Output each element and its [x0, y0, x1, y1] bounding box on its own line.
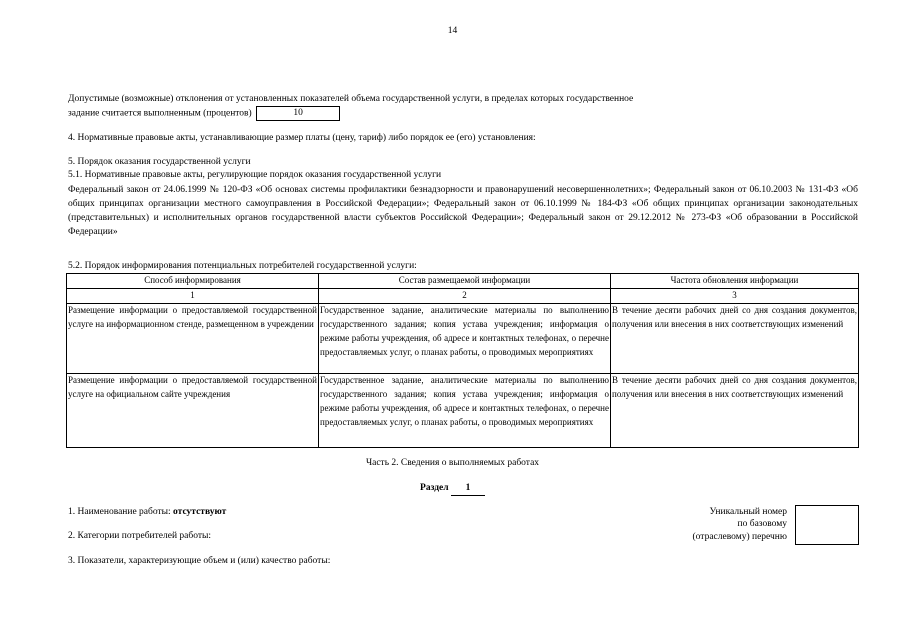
- work-name-label: 1. Наименование работы:: [68, 507, 171, 517]
- table-cell: Государственное задание, аналитические материалы по выполнению государственного задания; копия устава учреждения; информация о режиме работы учреждения, об адресе и контактных телефонах, о перечне предоставляемых услуг, о планах работы, о проводимых мероприятиях: [319, 373, 611, 447]
- table-row: [67, 373, 859, 447]
- unique-line-1: Уникальный номер: [709, 507, 787, 517]
- section-5-title: 5. Порядок оказания государственной услуги: [68, 157, 251, 167]
- table-cell: Размещение информации о предоставляемой государственной услуге на официальном сайте учреждения: [67, 373, 319, 447]
- unique-number-box: [795, 505, 859, 545]
- column-number: 1: [67, 288, 319, 303]
- deviation-value-box: 10: [256, 106, 340, 121]
- laws-text: Федеральный закон от 24.06.1999 № 120-ФЗ «Об основах системы профилактики безнадзорности и правонарушений несовершеннолетних»; Федеральный закон от 06.10.2003 № 131-ФЗ «Об общих принципах организации местного самоуправления в Российской Федерации»; Федеральный закон от 06.10.1999 № 184-ФЗ «Об общих принципах организации законодательных (представительных) и исполнительных органов государственной власти субъектов Российской Федерации»; Федеральный закон от 29.12.2012 № 273-ФЗ «Об образовании в Российской Федерации»: [68, 185, 858, 237]
- categories-line: 2. Категории потребителей работы:: [68, 531, 211, 541]
- razdel-label: Раздел: [420, 483, 449, 493]
- table-cell: В течение десяти рабочих дней со дня создания документов, получения или внесения в них соответствующих изменений: [611, 373, 859, 447]
- unique-line-2: по базовому: [737, 519, 787, 530]
- table-header: Способ информирования: [67, 274, 319, 289]
- table-row: [67, 303, 859, 373]
- info-table: [66, 273, 859, 448]
- table-header: Состав размещаемой информации: [319, 274, 611, 289]
- work-name-value: отсутствуют: [173, 507, 227, 517]
- section-4: 4. Нормативные правовые акты, устанавливающие размер платы (цену, тариф) либо порядок ее (его) установления:: [68, 133, 536, 143]
- unique-line-3: (отраслевому) перечню: [692, 531, 787, 542]
- page-number: 14: [447, 26, 458, 36]
- deviation-line2: [68, 106, 858, 121]
- unique-number-label: [647, 506, 787, 543]
- table-cell: Размещение информации о предоставляемой государственной услуге на информационном стенде, размещенном в учреждении: [67, 303, 319, 373]
- section-5-2: 5.2. Порядок информирования потенциальных потребителей государственной услуги:: [68, 261, 417, 271]
- razdel-number: 1: [451, 483, 485, 496]
- table-header-row: [67, 274, 859, 289]
- column-number: 3: [611, 288, 859, 303]
- deviation-text2: задание считается выполненным (процентов): [68, 108, 252, 119]
- razdel-line: [0, 483, 905, 496]
- column-number: 2: [319, 288, 611, 303]
- indicators-line: 3. Показатели, характеризующие объем и (или) качество работы:: [68, 556, 331, 566]
- deviation-text: Допустимые (возможные) отклонения от установленных показателей объема государственной услуги, в пределах которых государственное: [68, 94, 634, 104]
- table-cell: Государственное задание, аналитические материалы по выполнению государственного задания; копия устава учреждения; информация о режиме работы учреждения, об адресе и контактных телефонах, о перечне предоставляемых услуг, о планах работы, о проводимых мероприятиях: [319, 303, 611, 373]
- table-header: Частота обновления информации: [611, 274, 859, 289]
- section-5-1: 5.1. Нормативные правовые акты, регулирующие порядок оказания государственной услуги: [68, 170, 442, 180]
- table-number-row: [67, 288, 859, 303]
- table-cell: В течение десяти рабочих дней со дня создания документов, получения или внесения в них соответствующих изменений: [611, 303, 859, 373]
- part-2-title: Часть 2. Сведения о выполняемых работах: [365, 458, 540, 468]
- deviation-paragraph: [68, 94, 858, 121]
